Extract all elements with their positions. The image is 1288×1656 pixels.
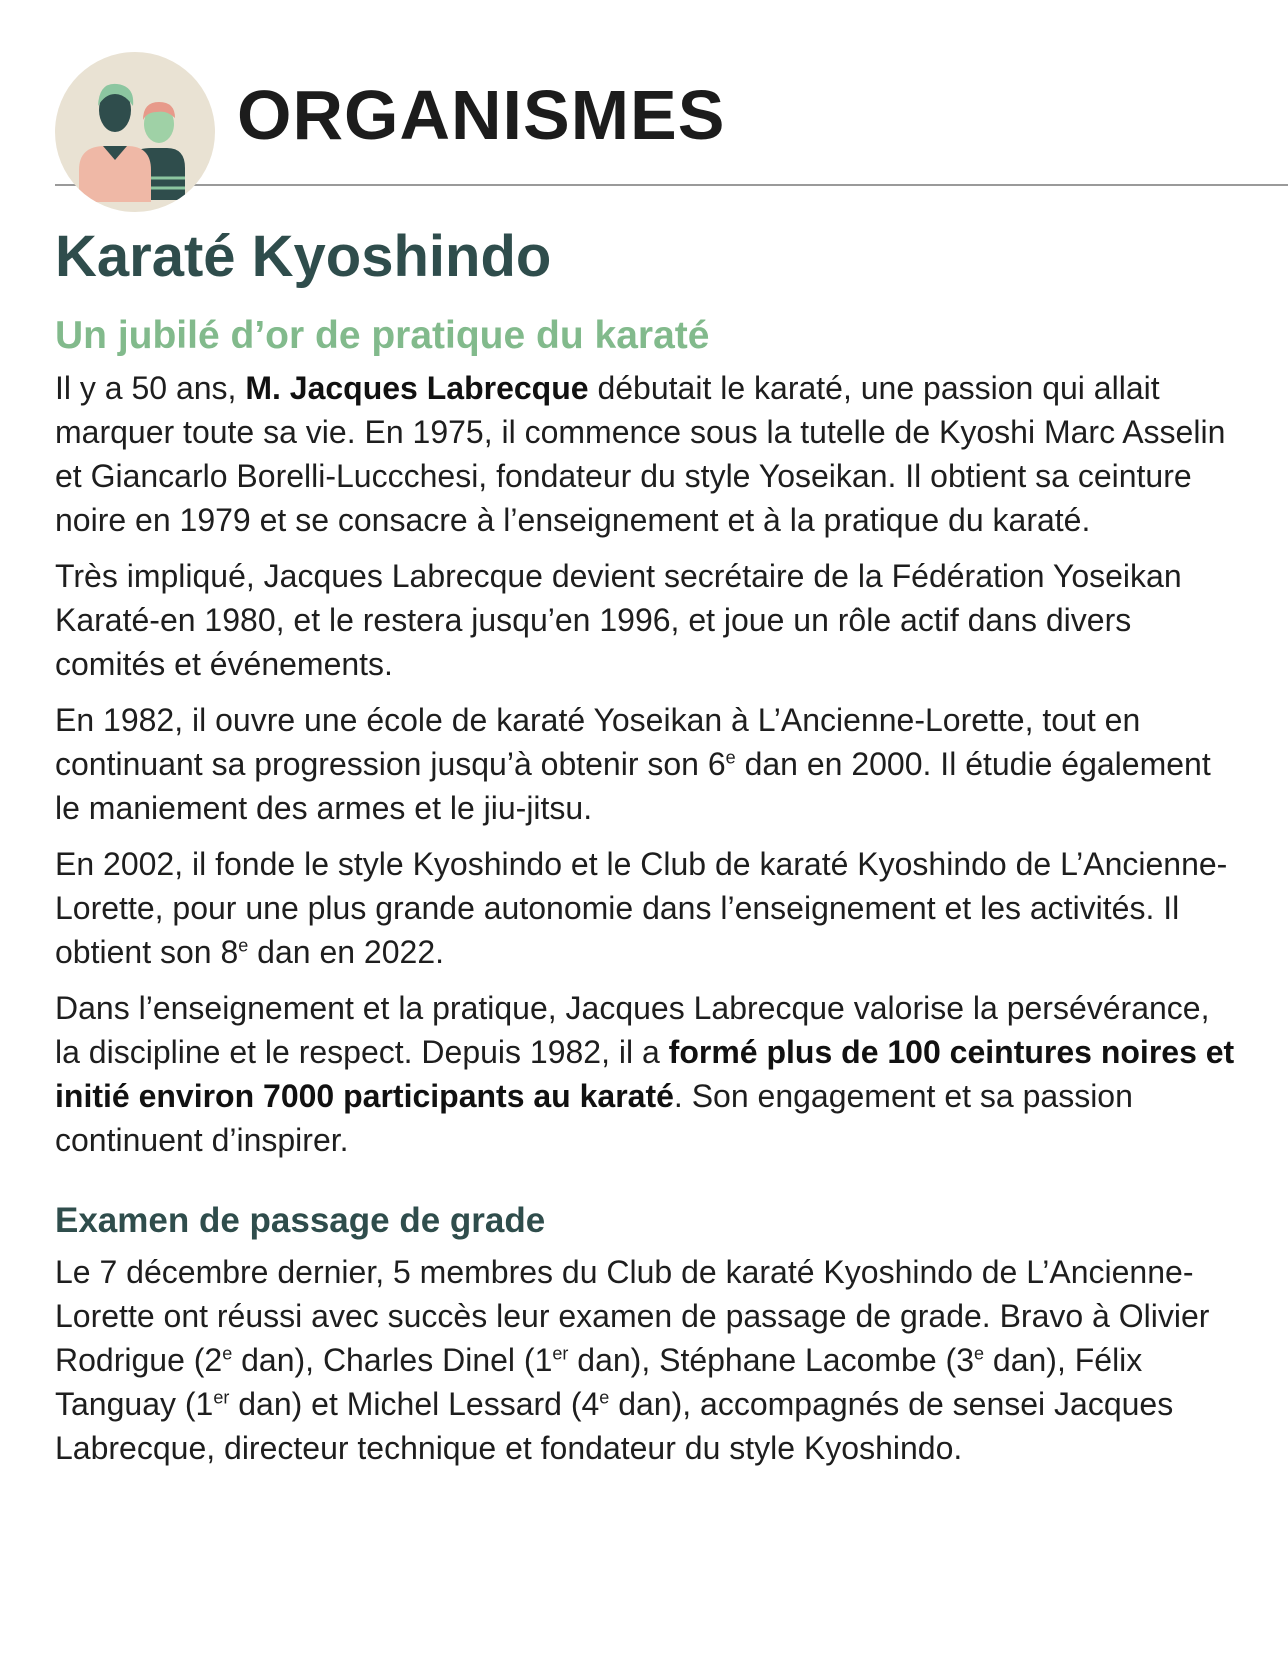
bold-highlight: formé plus de 100 ceintures noires et initié environ 7000 participants au karaté xyxy=(55,1033,1235,1114)
section-title: ORGANISMES xyxy=(237,76,726,154)
paragraph-1: Il y a 50 ans, M. Jacques Labrecque débutait le karaté, une passion qui allait marquer toute sa vie. En 1975, il commence sous la tutelle de Kyoshi Marc Asselin et Giancarlo Borelli-Luccchesi, fondateur du style Yoseikan. Il obtient sa ceinture noire en 1979 et se consacre à l’enseignement et à la pratique du karaté. xyxy=(55,369,1226,538)
article-subtitle: Un jubilé d’or de pratique du karaté xyxy=(55,313,710,357)
paragraph-5: Dans l’enseignement et la pratique, Jacques Labrecque valorise la persévérance, la discipline et le respect. Depuis 1982, il a formé plus de 100 ceintures noires et initié environ 7000 participants au karaté. Son engagement et sa passion continuent d’inspirer. xyxy=(55,989,1235,1158)
paragraph-6: Le 7 décembre dernier, 5 membres du Club de karaté Kyoshindo de L’Ancienne-Lorette ont réussi avec succès leur examen de passage de grade. Bravo à Olivier Rodrigue (2e dan), Charles Dinel (1er dan), Stéphane Lacombe (3e dan), Félix Tanguay (1er dan) et Michel Lessard (4e dan), accompagnés de sensei Jacques Labrecque, directeur technique et fondateur du style Kyoshindo. xyxy=(55,1253,1210,1466)
article-title: Karaté Kyoshindo xyxy=(55,224,552,289)
article xyxy=(55,225,1235,1482)
people-icon xyxy=(55,52,215,212)
bold-name: M. Jacques Labrecque xyxy=(245,369,589,406)
paragraph-4: En 2002, il fonde le style Kyoshindo et le Club de karaté Kyoshindo de L’Ancienne-Lorette, pour une plus grande autonomie dans l’enseignement et les activités. Il obtient son 8e dan en 2022. xyxy=(55,845,1228,970)
paragraph-3: En 1982, il ouvre une école de karaté Yoseikan à L’Ancienne-Lorette, tout en continuant sa progression jusqu’à obtenir son 6e dan en 2000. Il étudie également le maniement des armes et le jiu-jitsu. xyxy=(55,701,1211,826)
page-header xyxy=(55,52,1288,212)
section-heading: Examen de passage de grade xyxy=(55,1200,546,1240)
paragraph-2: Très impliqué, Jacques Labrecque devient secrétaire de la Fédération Yoseikan Karaté-en 1980, et le restera jusqu’en 1996, et joue un rôle actif dans divers comités et événements. xyxy=(55,557,1182,682)
header-divider xyxy=(55,184,1288,186)
